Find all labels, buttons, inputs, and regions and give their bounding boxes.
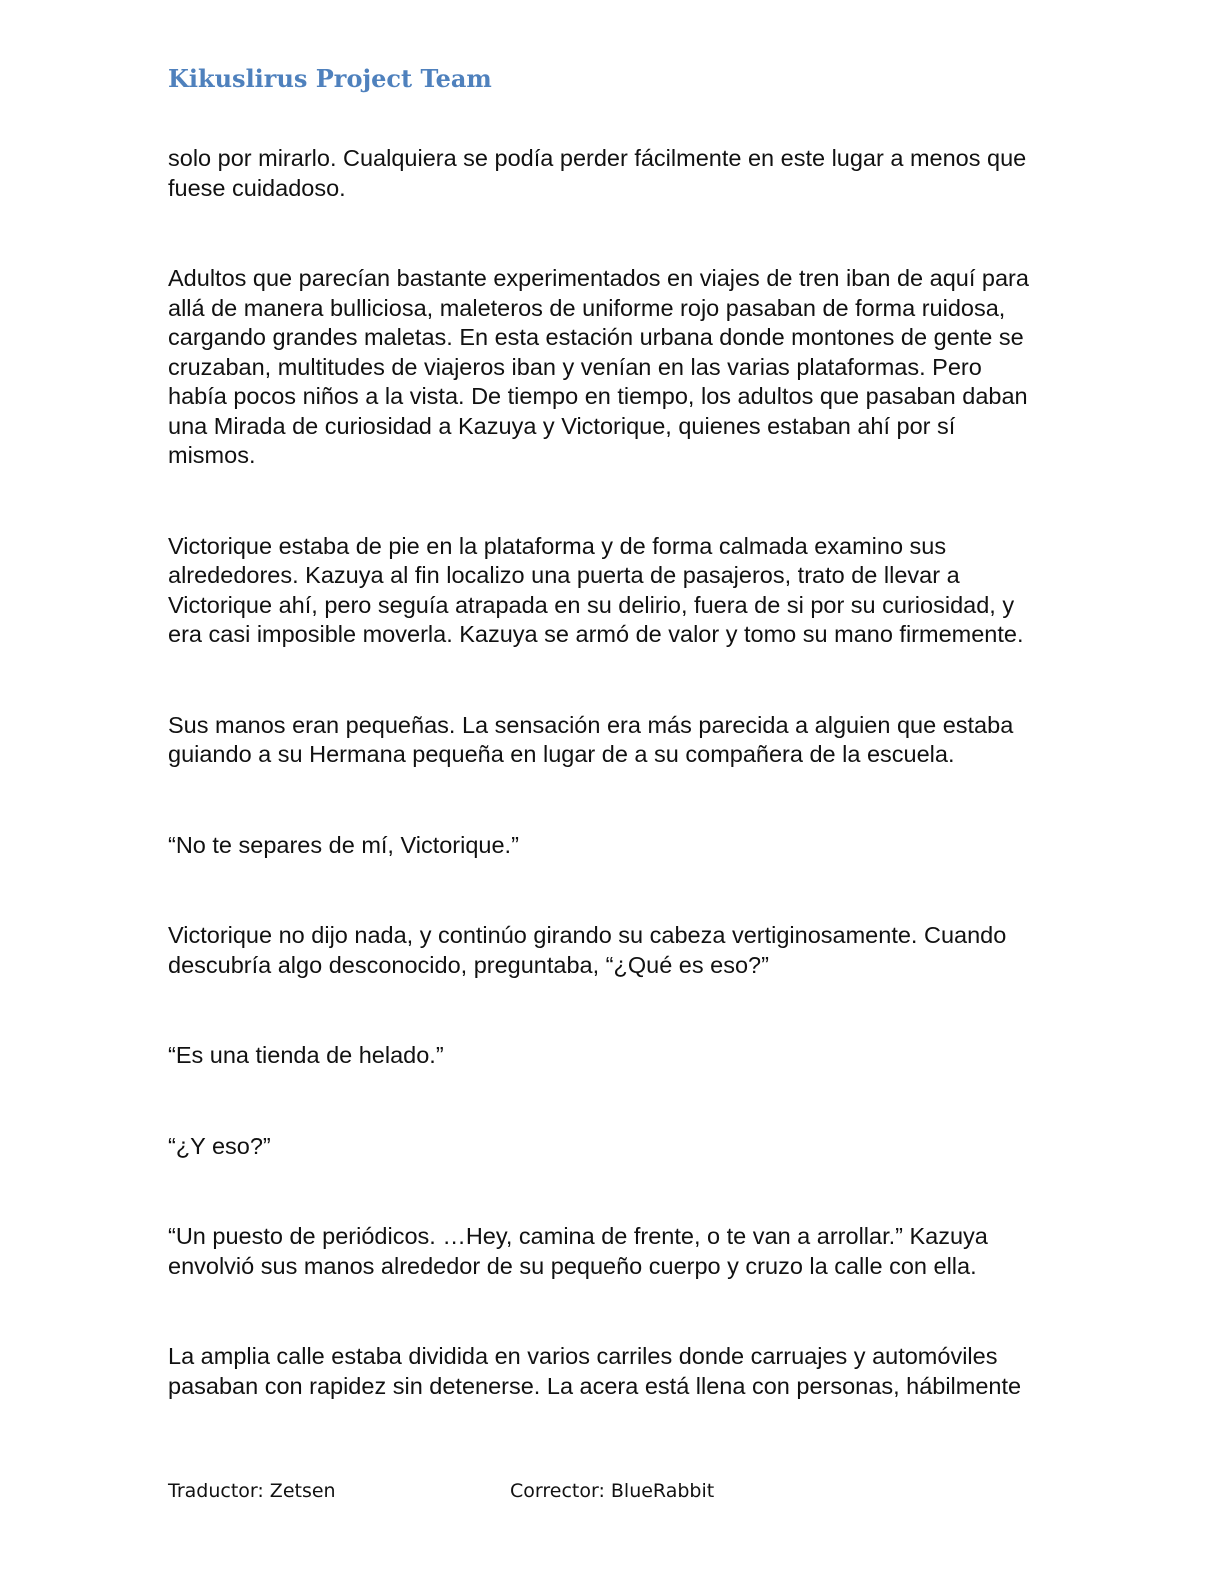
paragraph: Sus manos eran pequeñas. La sensación era más parecida a alguien que estaba guiando a su Hermana pequeña en lugar de a su compañera de la escuela. (168, 711, 1014, 767)
body-text (168, 144, 1058, 1462)
page-footer (0, 1480, 1224, 1504)
paragraph: “¿Y eso?” (168, 1132, 271, 1159)
header-title: Kikuslirus Project Team (168, 64, 492, 93)
paragraph: La amplia calle estaba dividida en varios carriles donde carruajes y automóviles pasaban con rapidez sin detenerse. La acera está llena con personas, hábilmente (168, 1343, 1022, 1399)
paragraph: Victorique no dijo nada, y continúo girando su cabeza vertiginosamente. Cuando descubría algo desconocido, preguntaba, “¿Qué es eso?” (168, 922, 1007, 978)
paragraph: Adultos que parecían bastante experimentados en viajes de tren iban de aquí para allá de manera bulliciosa, maleteros de uniforme rojo pasaban de forma ruidosa, cargando grandes maletas. En esta estación urbana donde montones de gente se cruzaban, multitudes de viajeros iban y venían en las varias plataformas. Pero había pocos niños a la vista. De tiempo en tiempo, los adultos que pasaban daban una Mirada de curiosidad a Kazuya y Victorique, quienes estaban ahí por sí mismos. (168, 265, 1029, 468)
translator-credit: Traductor: Zetsen (168, 1480, 336, 1502)
paragraph: solo por mirarlo. Cualquiera se podía perder fácilmente en este lugar a menos que fuese cuidadoso. (168, 145, 1027, 201)
paragraph: “Es una tienda de helado.” (168, 1042, 444, 1068)
paragraph: “No te separes de mí, Victorique.” (168, 831, 519, 858)
corrector-credit: Corrector: BlueRabbit (510, 1480, 715, 1502)
paragraph: “Un puesto de periódicos. …Hey, camina de frente, o te van a arrollar.” Kazuya envolvió sus manos alrededor de su pequeño cuerpo y cruzo la calle con ella. (168, 1223, 988, 1279)
paragraph: Victorique estaba de pie en la plataforma y de forma calmada examino sus alrededores. Kazuya al fin localizo una puerta de pasajeros, trato de llevar a Victorique ahí, pero seguía atrapada en su delirio, fuera de si por su curiosidad, y era casi imposible moverla. Kazuya se armó de valor y tomo su mano firmemente. (168, 532, 1024, 647)
